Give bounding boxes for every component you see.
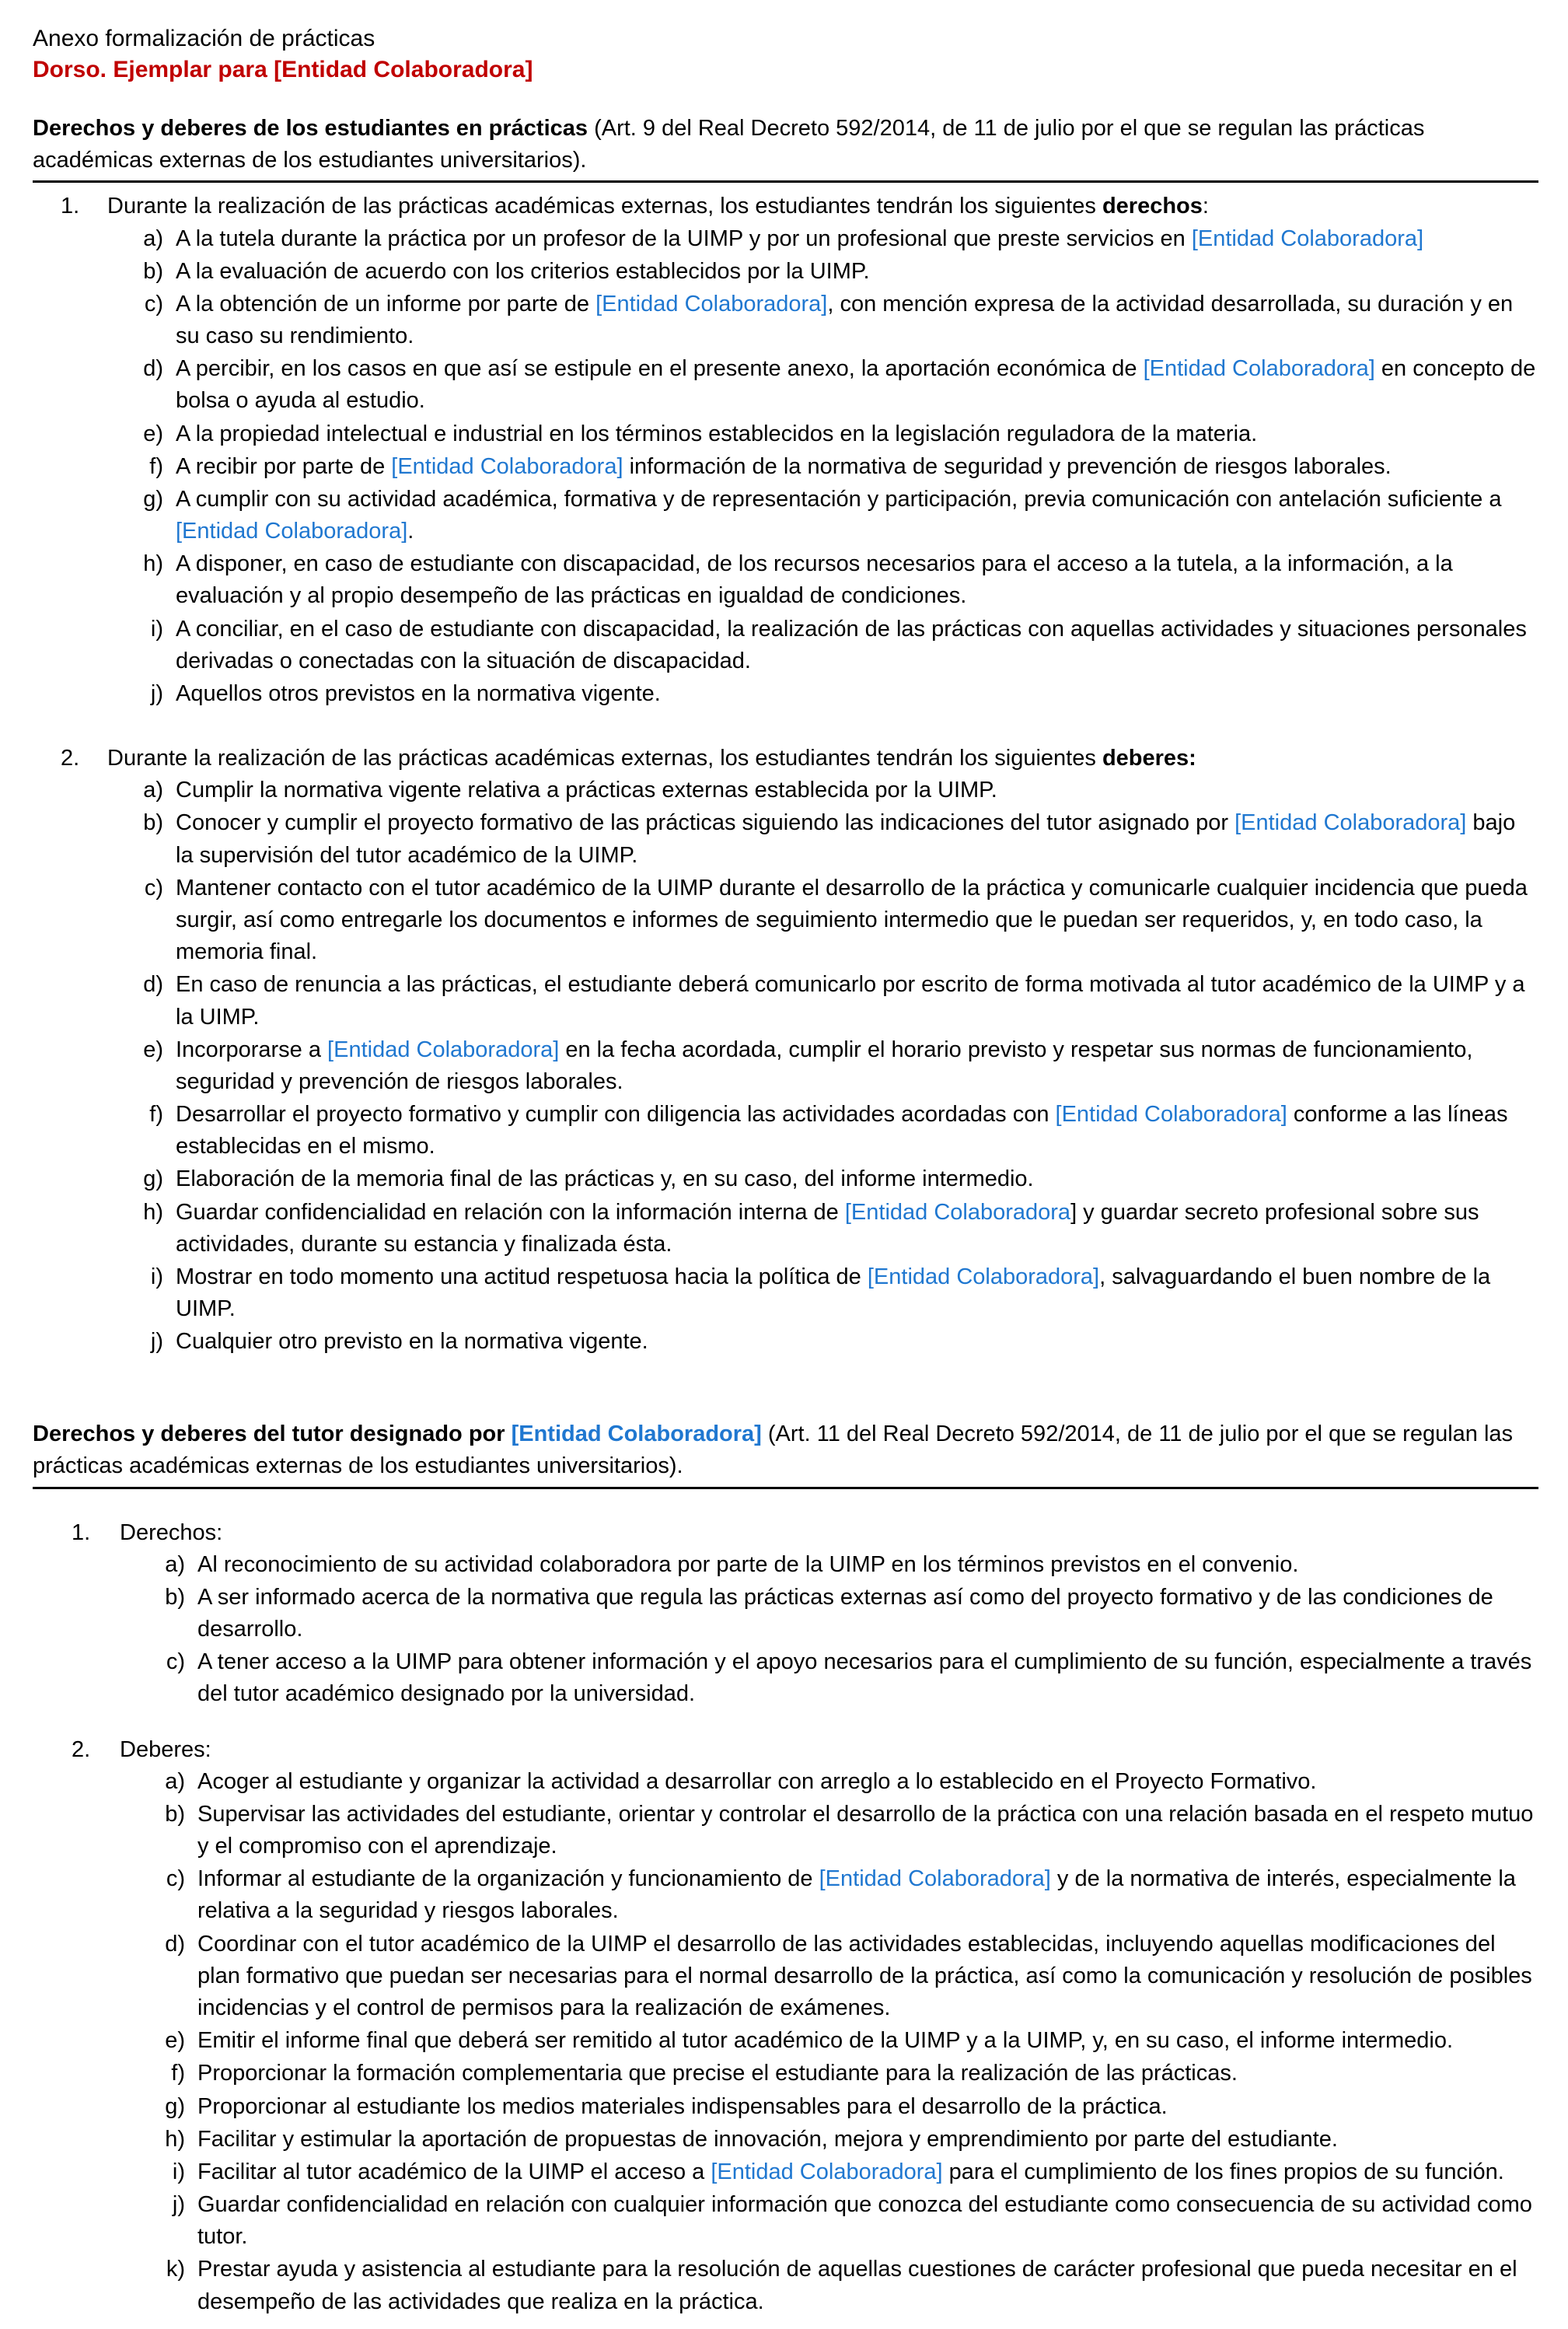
lettered-item-text [176,873,1538,969]
numbered-item-text [107,191,1538,222]
lettered-list-item [107,807,1538,871]
lettered-item-text [197,1646,1538,1710]
lettered-list-item [107,1034,1538,1098]
body-text: en la fecha acordada, cumplir el horario previsto y respetar sus normas de funcionamiento, seguridad y prevención de riesgos laborales. [176,1037,1473,1094]
body-text: para el cumplimiento de los fines propios de su función. [942,2159,1504,2184]
body-text: Guardar confidencialidad en relación con la información interna de [176,1199,845,1225]
lettered-item-text [197,1929,1538,2025]
lettered-item-text [176,1326,1538,1358]
list-letter-marker: i) [150,616,163,642]
lettered-item-text [176,969,1538,1033]
entity-placeholder: [Entidad Colaboradora] [327,1037,560,1062]
lettered-item-text [176,353,1538,417]
entity-placeholder: [Entidad Colaboradora] [1055,1102,1287,1128]
lettered-list-item [120,2025,1538,2057]
body-text: ] y guardar secreto profesional sobre sus actividades, durante su estancia y finalizada ésta. [176,1199,1479,1257]
lettered-item-text [197,1766,1538,1798]
students-section [33,113,1538,1358]
list-letter-marker: a) [165,1551,185,1577]
list-spacer [33,713,1538,743]
body-text: y de la normativa de interés, especialmente la relativa a la seguridad y riesgos laborales. [197,1866,1516,1924]
lettered-item-text [176,289,1538,352]
body-text: A disponer, en caso de estudiante con discapacidad, de los recursos necesarios para el acceso a la tutela, a la información, a la evaluación y al propio desempeño de las prácticas en igualdad de condiciones. [176,551,1453,609]
lettered-list-item [120,2058,1538,2089]
numbered-list-item [33,743,1538,1358]
body-text: Cumplir la normativa vigente relativa a prácticas externas establecida por la UIMP. [176,778,997,803]
list-letter-marker: b) [143,258,163,284]
lettered-item-text [197,1549,1538,1581]
numbered-list-item [33,1517,1538,1711]
body-text: Prestar ayuda y asistencia al estudiante para la resolución de aquellas cuestiones de carácter profesional que pueda necesitar en el desempeño de las actividades que realiza en la práctica. [197,2257,1517,2314]
lettered-item-text [176,484,1538,547]
list-number-marker: 2. [61,746,80,771]
list-letter-marker: g) [143,1166,163,1192]
numbered-list-item [33,191,1538,710]
section-divider [33,1487,1538,1489]
numbered-list-item [33,1734,1538,2318]
lettered-list-item [107,484,1538,547]
list-letter-marker: a) [143,778,163,803]
body-text: Acoger al estudiante y organizar la actividad a desarrollar con arreglo a lo establecido en el Proyecto Formativo. [197,1768,1317,1794]
list-letter-marker: h) [165,2126,185,2152]
body-text: A conciliar, en el caso de estudiante con discapacidad, la realización de las prácticas con aquellas actividades y situaciones personales derivadas o conectadas con la situación de discapacidad. [176,616,1527,673]
tutor-heading-entity: [Entidad Colaboradora] [511,1422,762,1447]
body-text: Durante la realización de las prácticas académicas externas, los estudiantes tendrán los siguientes [107,746,1102,771]
lettered-list-item [107,775,1538,806]
lettered-item-text [197,2189,1538,2253]
lettered-list-item [107,1326,1538,1358]
tutor-heading-rest: (Art. 11 del Real Decreto 592/2014, de 11 de julio por el que se regulan las prácticas académicas externas de los estudiantes universitarios). [33,1422,1514,1478]
body-text: A tener acceso a la UIMP para obtener información y el apoyo necesarios para el cumplimiento de su función, especialmente a través del tutor académico designado por la universidad. [197,1649,1532,1707]
body-text: A la obtención de un informe por parte de [176,291,596,316]
lettered-list-item [107,289,1538,352]
lettered-item-text [176,223,1538,255]
list-letter-marker: h) [143,1199,163,1225]
lettered-item-text [176,1163,1538,1195]
lettered-list-item [107,353,1538,417]
body-text: Elaboración de la memoria final de las prácticas y, en su caso, del informe intermedio. [176,1166,1034,1192]
lettered-list-item [107,873,1538,969]
body-text: Cualquier otro previsto en la normativa vigente. [176,1329,648,1355]
lettered-list-item [107,548,1538,612]
list-letter-marker: c) [166,1866,185,1892]
entity-placeholder: [Entidad Colaboradora] [711,2159,943,2184]
lettered-sublist [107,775,1538,1358]
lettered-item-text [197,1863,1538,1927]
lettered-list-item [107,451,1538,483]
body-text: , salvaguardando el buen nombre de la UIMP. [176,1264,1491,1322]
lettered-list-item [107,1197,1538,1261]
body-text: Desarrollar el proyecto formativo y cumplir con diligencia las actividades acordadas con [176,1102,1056,1128]
list-spacer [33,1497,1538,1517]
lettered-item-text [197,2254,1538,2317]
body-text: Deberes: [120,1736,211,1762]
document-title-copy-label: Dorso. Ejemplar para [Entidad Colaboradora] [33,56,533,82]
list-letter-marker: a) [143,226,163,251]
lettered-list-item [107,1099,1538,1163]
body-text: Mostrar en todo momento una actitud respetuosa hacia la política de [176,1264,868,1289]
lettered-list-item [120,2124,1538,2156]
lettered-item-text [176,256,1538,288]
body-text: A la propiedad intelectual e industrial en los términos establecidos en la legislación reguladora de la materia. [176,421,1258,446]
emphasis-text: derechos [1102,194,1203,219]
body-text: En caso de renuncia a las prácticas, el estudiante deberá comunicarlo por escrito de forma motivada al tutor académico de la UIMP y a la UIMP. [176,972,1525,1030]
lettered-item-text [176,1197,1538,1261]
list-letter-marker: k) [166,2257,185,2282]
list-letter-marker: h) [143,551,163,577]
lettered-item-text [176,1099,1538,1163]
entity-placeholder: [Entidad Colaboradora] [1143,356,1375,382]
lettered-list-item [107,223,1538,255]
lettered-sublist [120,1766,1538,2318]
body-text: Facilitar y estimular la aportación de propuestas de innovación, mejora y emprendimiento por parte del estudiante. [197,2126,1338,2152]
lettered-sublist [120,1549,1538,1711]
body-text: A la evaluación de acuerdo con los criterios establecidos por la UIMP. [176,258,870,284]
list-letter-marker: c) [144,875,163,900]
body-text: Derechos: [120,1519,223,1545]
body-text: Proporcionar la formación complementaria que precise el estudiante para la realización de las prácticas. [197,2061,1238,2086]
lettered-list-item [107,1261,1538,1325]
body-text: A la tutela durante la práctica por un profesor de la UIMP y por un profesional que preste servicios en [176,226,1192,251]
body-text: , con mención expresa de la actividad desarrollada, su duración y en su caso su rendimiento. [176,291,1514,349]
lettered-list-item [120,2189,1538,2253]
body-text: Durante la realización de las prácticas académicas externas, los estudiantes tendrán los siguientes [107,194,1102,219]
list-letter-marker: f) [171,2061,185,2086]
entity-placeholder: [Entidad Colaboradora] [176,519,408,544]
body-text: Supervisar las actividades del estudiante, orientar y controlar el desarrollo de la práctica con una relación basada en el respeto mutuo y el compromiso con el aprendizaje. [197,1801,1534,1859]
lettered-item-text [197,2124,1538,2156]
tutor-section [33,1418,1538,2317]
body-text: Aquellos otros previstos en la normativa vigente. [176,680,661,706]
list-letter-marker: j) [150,680,163,706]
lettered-item-text [197,2025,1538,2057]
lettered-item-text [197,2058,1538,2089]
lettered-item-text [197,2156,1538,2188]
list-letter-marker: j) [150,1329,163,1355]
lettered-list-item [107,256,1538,288]
entity-placeholder: [Entidad Colaboradora] [819,1866,1051,1892]
document-header [33,23,1538,85]
list-letter-marker: e) [143,1037,163,1062]
list-number-marker: 2. [72,1736,91,1762]
tutor-numbered-list [33,1517,1538,2318]
body-text: . [407,519,414,544]
body-text: Mantener contacto con el tutor académico de la UIMP durante el desarrollo de la práctica y comunicarle cualquier incidencia que pueda surgir, así como entregarle los documentos e informes de seguimiento intermedio que le puedan ser requeridos, y, en todo caso, la memoria final. [176,875,1528,965]
list-letter-marker: g) [143,486,163,512]
lettered-list-item [120,1863,1538,1927]
document-subtitle: Anexo formalización de prácticas [33,26,375,51]
body-text: bajo la supervisión del tutor académico de la UIMP. [176,810,1516,868]
list-letter-marker: b) [165,1801,185,1827]
list-letter-marker: g) [165,2093,185,2119]
body-text: Al reconocimiento de su actividad colaboradora por parte de la UIMP en los términos previstos en el convenio. [197,1551,1299,1577]
lettered-item-text [176,451,1538,483]
list-letter-marker: e) [143,421,163,446]
list-letter-marker: a) [165,1768,185,1794]
list-letter-marker: b) [165,1584,185,1610]
body-text: información de la normativa de seguridad y prevención de riesgos laborales. [623,453,1392,479]
lettered-list-item [120,1549,1538,1581]
list-letter-marker: d) [143,972,163,998]
lettered-list-item [120,1929,1538,2025]
entity-placeholder: [Entidad Colaboradora] [595,291,828,316]
body-text: A recibir por parte de [176,453,392,479]
lettered-list-item [107,969,1538,1033]
body-text: Emitir el informe final que deberá ser remitido al tutor académico de la UIMP y a la UIMP, y, en su caso, el informe intermedio. [197,2028,1454,2054]
list-letter-marker: c) [144,291,163,316]
body-text: Guardar confidencialidad en relación con cualquier información que conozca del estudiante como consecuencia de su actividad como tutor. [197,2192,1532,2250]
lettered-list-item [107,1163,1538,1195]
entity-placeholder: [Entidad Colaboradora] [391,453,623,479]
body-text: A ser informado acerca de la normativa que regula las prácticas externas así como del proyecto formativo y de las condiciones de desarrollo. [197,1584,1493,1642]
entity-placeholder: [Entidad Colaboradora] [1191,226,1424,251]
tutor-section-heading [33,1418,1538,1481]
students-heading-rest: (Art. 9 del Real Decreto 592/2014, de 11 de julio por el que se regulan las prácticas académicas externas de los estudiantes universitarios). [33,116,1425,173]
body-text: Coordinar con el tutor académico de la UIMP el desarrollo de las actividades establecidas, incluyendo aquellas modificaciones del plan formativo que puedan ser necesarias para el normal desarrollo de la práctica, así como la comunicación y resolución de posibles incidencias y el control de permisos para la realización de exámenes. [197,1931,1532,2020]
lettered-sublist [107,223,1538,711]
lettered-list-item [120,1799,1538,1862]
numbered-item-text [120,1517,1538,1549]
list-letter-marker: i) [172,2159,185,2184]
block-spacer [33,1361,1538,1390]
list-letter-marker: f) [149,1102,163,1128]
section-divider [33,180,1538,183]
lettered-list-item [107,614,1538,677]
list-number-marker: 1. [72,1519,91,1545]
entity-placeholder: [Entidad Colaboradora] [1234,810,1467,836]
body-text: Incorporarse a [176,1037,328,1062]
body-text: en concepto de bolsa o ayuda al estudio. [176,356,1536,414]
lettered-item-text [197,2091,1538,2123]
lettered-list-item [120,1646,1538,1710]
lettered-item-text [176,548,1538,612]
body-text: Informar al estudiante de la organización y funcionamiento de [197,1866,819,1892]
lettered-item-text [176,418,1538,450]
lettered-item-text [176,678,1538,710]
entity-placeholder: [Entidad Colaboradora] [867,1264,1100,1289]
body-text: Conocer y cumplir el proyecto formativo de las prácticas siguiendo las indicaciones del tutor asignado por [176,810,1235,836]
lettered-list-item [120,1582,1538,1645]
list-letter-marker: i) [150,1264,163,1289]
body-text: : [1202,194,1209,219]
body-text: Facilitar al tutor académico de la UIMP el acceso a [197,2159,711,2184]
list-letter-marker: d) [165,1931,185,1957]
list-number-marker: 1. [61,194,80,219]
list-letter-marker: f) [149,453,163,479]
list-letter-marker: e) [165,2028,185,2054]
lettered-item-text [197,1799,1538,1862]
numbered-item-text [120,1734,1538,1766]
lettered-list-item [120,2254,1538,2317]
numbered-item-text [107,743,1538,775]
lettered-item-text [176,775,1538,806]
students-heading-bold: Derechos y deberes de los estudiantes en prácticas [33,116,588,142]
list-spacer [33,1714,1538,1734]
students-numbered-list [33,191,1538,1358]
lettered-item-text [176,1034,1538,1098]
lettered-list-item [107,418,1538,450]
entity-placeholder: [Entidad Colaboradora [844,1199,1071,1225]
lettered-list-item [107,678,1538,710]
list-letter-marker: b) [143,810,163,836]
body-text: conforme a las líneas establecidas en el mismo. [176,1102,1508,1159]
lettered-list-item [120,2091,1538,2123]
students-section-heading [33,113,1538,176]
lettered-item-text [176,807,1538,871]
body-text: A percibir, en los casos en que así se estipule en el presente anexo, la aportación económica de [176,356,1144,382]
lettered-item-text [176,1261,1538,1325]
lettered-item-text [176,614,1538,677]
lettered-item-text [197,1582,1538,1645]
body-text: A cumplir con su actividad académica, formativa y de representación y participación, previa comunicación con antelación suficiente a [176,486,1502,512]
emphasis-text: deberes: [1102,746,1196,771]
lettered-list-item [120,1766,1538,1798]
list-letter-marker: d) [143,356,163,382]
list-letter-marker: c) [166,1649,185,1675]
lettered-list-item [120,2156,1538,2188]
list-letter-marker: j) [172,2192,185,2218]
body-text: Proporcionar al estudiante los medios materiales indispensables para el desarrollo de la práctica. [197,2093,1168,2119]
tutor-heading-bold: Derechos y deberes del tutor designado por [33,1422,512,1447]
